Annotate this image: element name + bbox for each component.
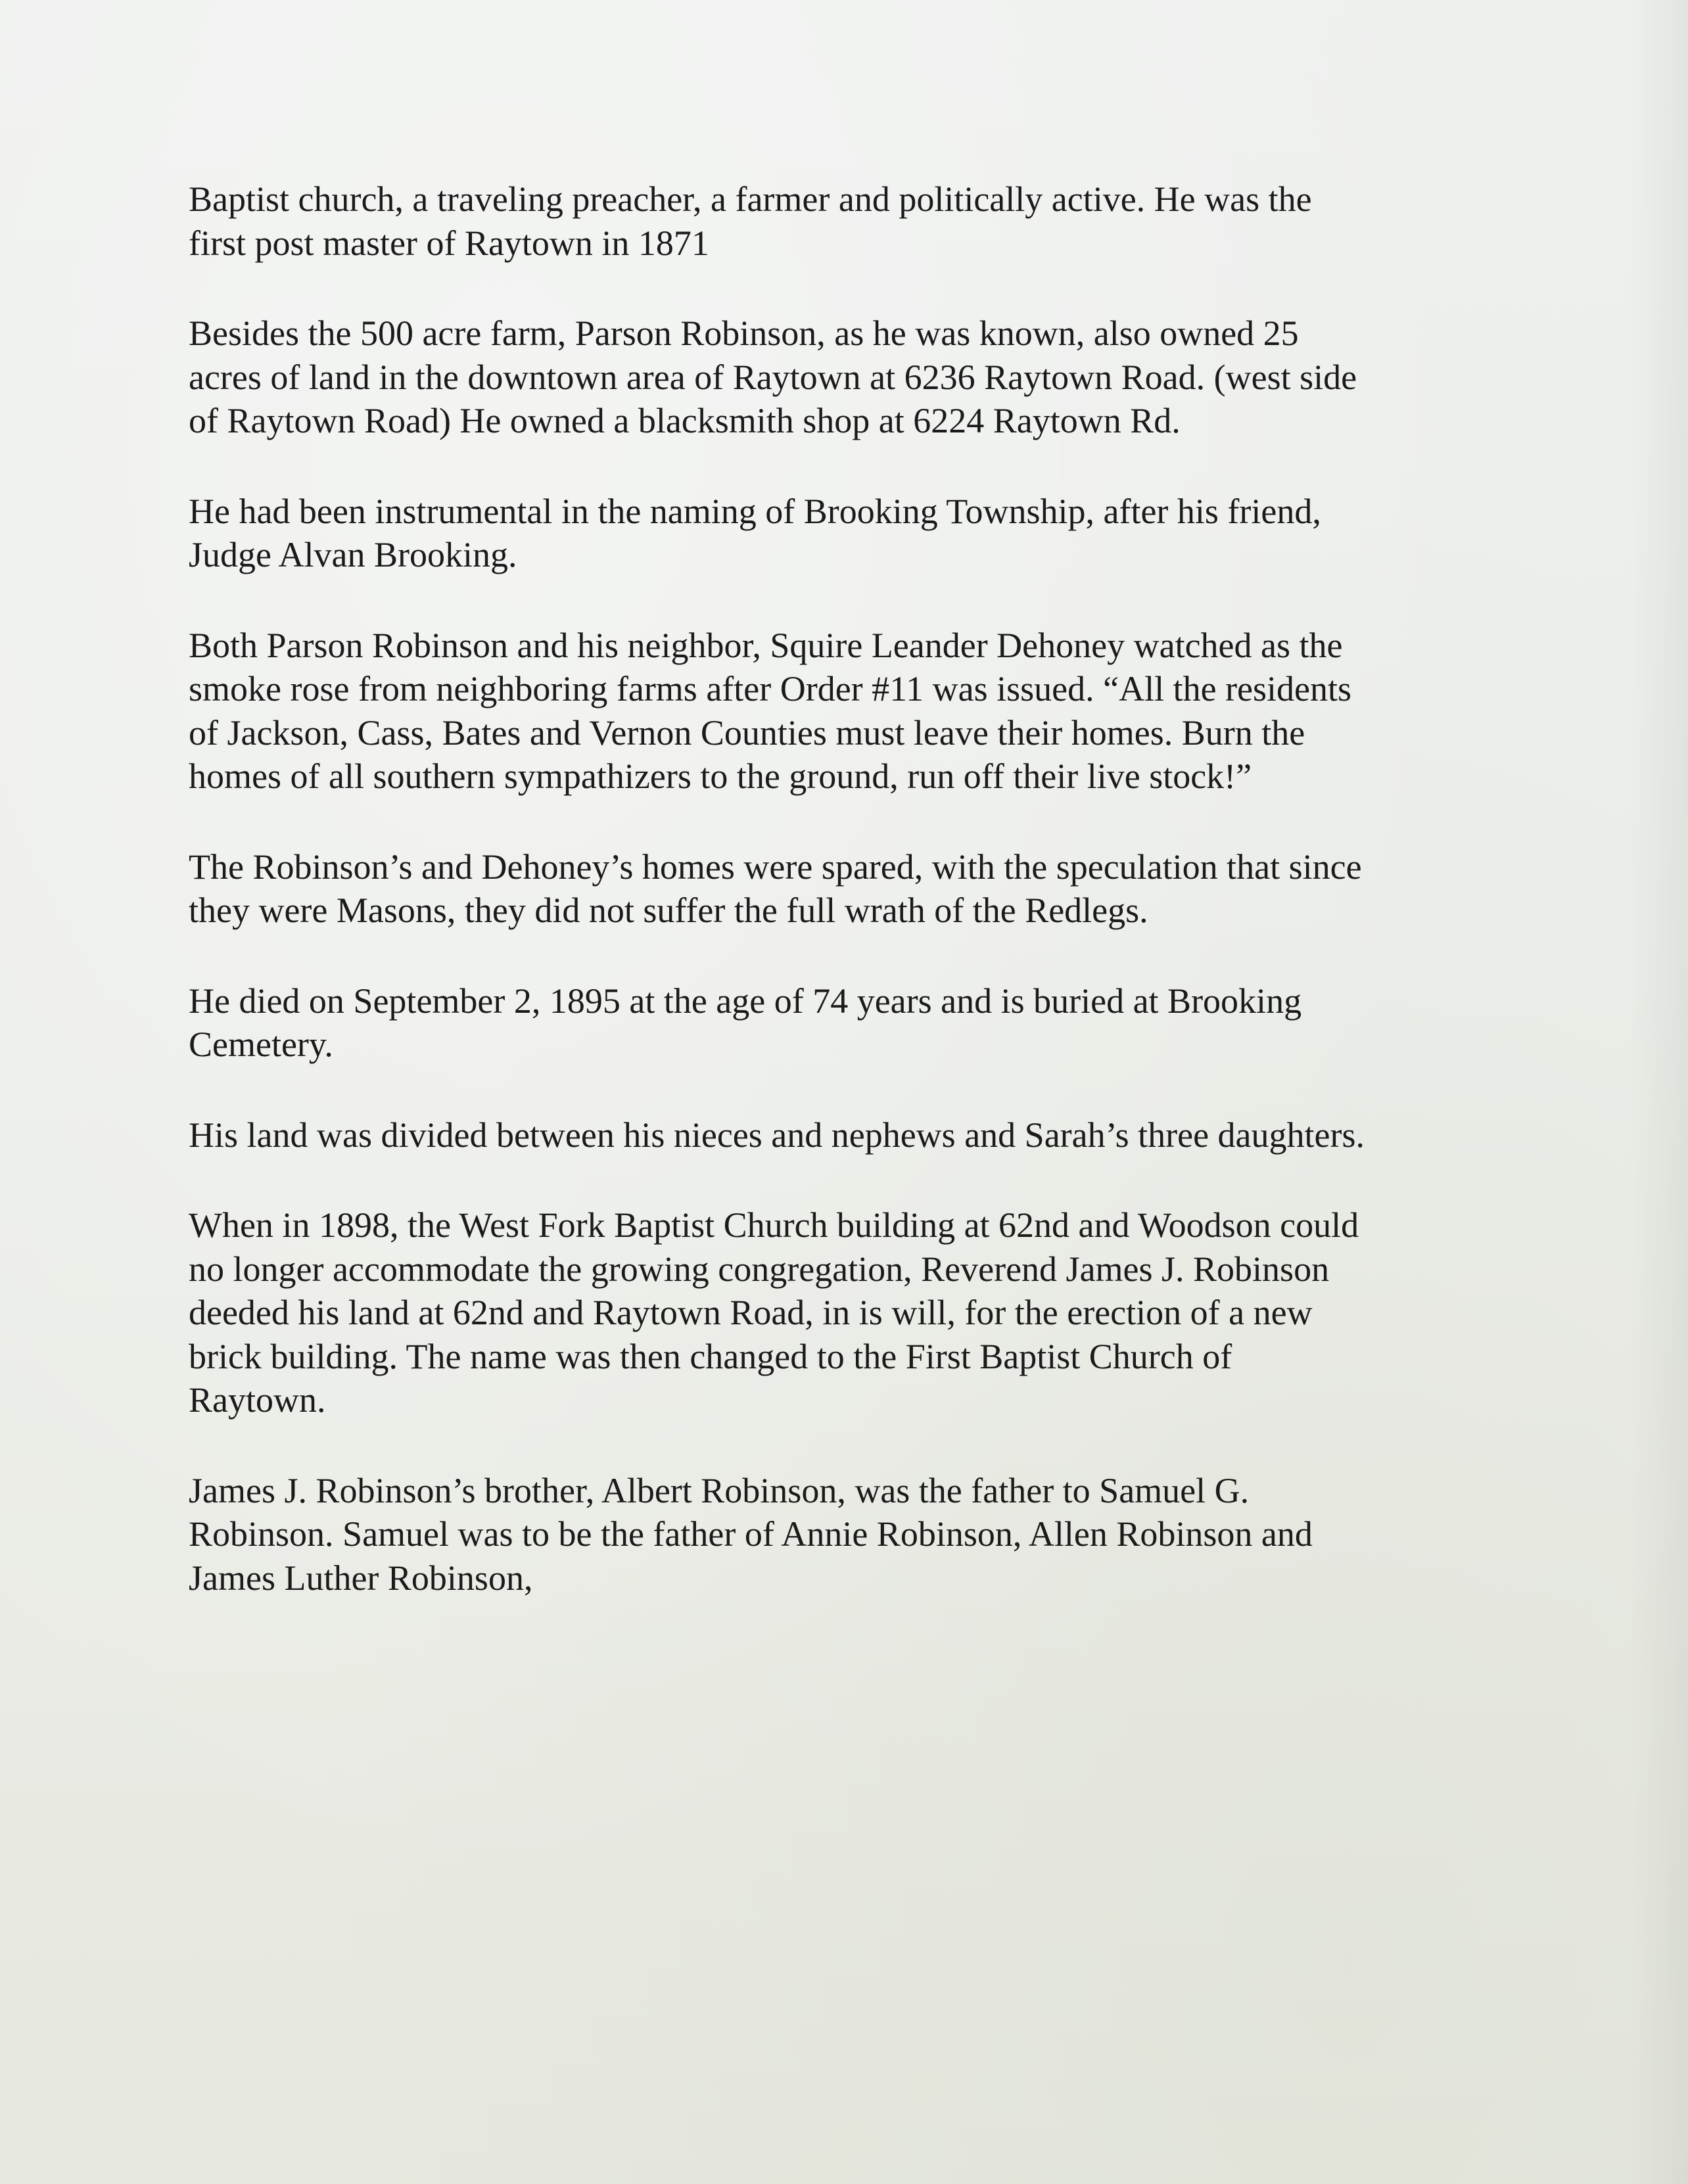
document-body bbox=[189, 177, 1556, 1646]
paragraph-brooking-township: He had been instrumental in the naming of Brooking Township, after his friend, Judge Alvan Brooking. bbox=[189, 491, 1321, 574]
paragraph-church-building: When in 1898, the West Fork Baptist Church building at 62nd and Woodson could no longer accommodate the growing congregation, Reverend James J. Robinson deeded his land at 62nd and Raytown Road, in is will, for the erection of a new brick building. The name was then changed to the First Baptist Church of Raytown. bbox=[189, 1205, 1359, 1420]
paragraph-farm-and-land: Besides the 500 acre farm, Parson Robinson, as he was known, also owned 25 acres of land in the downtown area of Raytown at 6236 Raytown Road. (west side of Raytown Road) He owned a blacksmith shop at 6224 Raytown Rd. bbox=[189, 314, 1357, 440]
paragraph-homes-spared: The Robinson’s and Dehoney’s homes were spared, with the speculation that since they were Masons, they did not suffer the full wrath of the Redlegs. bbox=[189, 847, 1362, 930]
paragraph-land-divided: His land was divided between his nieces and nephews and Sarah’s three daughters. bbox=[189, 1115, 1365, 1155]
paragraph-baptist-church: Baptist church, a traveling preacher, a farmer and politically active. He was the first post master of Raytown in 1871 bbox=[189, 179, 1312, 263]
paragraph-order-11: Both Parson Robinson and his neighbor, Squire Leander Dehoney watched as the smoke rose from neighboring farms after Order #11 was issued. “All the residents of Jackson, Cass, Bates and Vernon Counties must leave their homes. Burn the homes of all southern sympathizers to the ground, run off their live stock!” bbox=[189, 625, 1352, 796]
paragraph-death: He died on September 2, 1895 at the age of 74 years and is buried at Brooking Cemetery. bbox=[189, 981, 1302, 1064]
page-edge-shadow bbox=[1629, 0, 1688, 2184]
paragraph-family: James J. Robinson’s brother, Albert Robinson, was the father to Samuel G. Robinson. Samuel was to be the father of Annie Robinson, Allen Robinson and James Luther Robinson, bbox=[189, 1470, 1313, 1598]
